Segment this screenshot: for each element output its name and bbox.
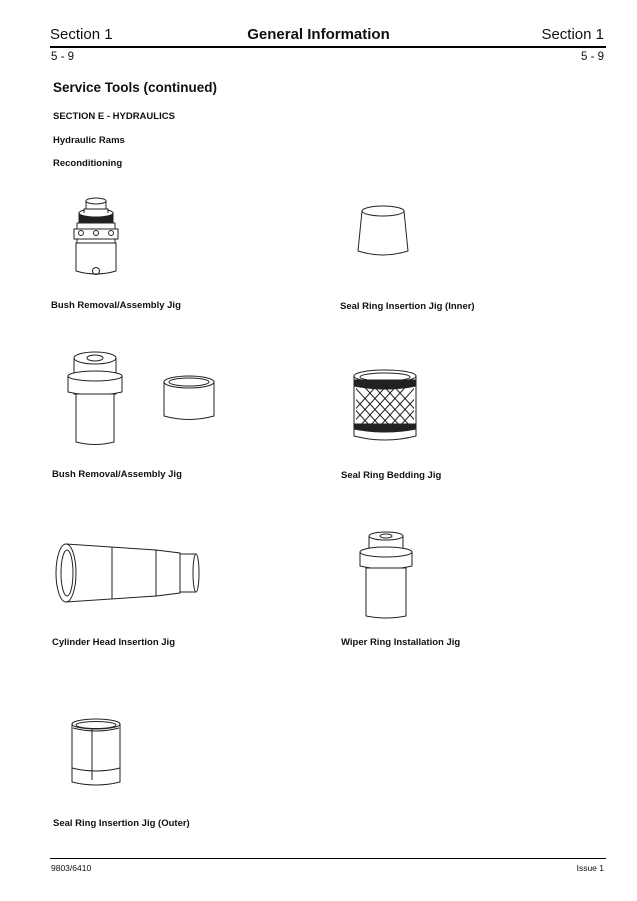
seal-ring-bedding-jig-icon (330, 370, 440, 440)
seal-ring-insertion-inner-icon (358, 206, 408, 255)
page-number-left: 5 - 9 (51, 51, 75, 63)
tool-caption: Wiper Ring Installation Jig (341, 637, 461, 648)
page-title: General Information (247, 26, 390, 43)
tool-caption: Seal Ring Insertion Jig (Outer) (53, 818, 190, 829)
wiper-ring-installation-jig-icon (360, 532, 412, 618)
header-section-left: Section 1 (50, 26, 113, 43)
page-number-right: 5 - 9 (580, 51, 604, 63)
seal-ring-insertion-outer-icon (72, 719, 120, 785)
header-rule (50, 46, 606, 48)
heading-section-hydraulics: SECTION E - HYDRAULICS (53, 111, 175, 122)
footer-doc-number: 9803/6410 (51, 863, 92, 873)
heading-hydraulic-rams: Hydraulic Rams (53, 135, 125, 146)
bush-removal-jig-icon (66, 193, 126, 283)
footer-issue: Issue 1 (576, 863, 604, 873)
tool-caption: Seal Ring Insertion Jig (Inner) (340, 301, 475, 312)
tool-caption: Cylinder Head Insertion Jig (52, 637, 175, 648)
cylinder-head-insertion-jig-icon (56, 544, 199, 602)
tool-caption: Bush Removal/Assembly Jig (52, 469, 182, 480)
tool-caption: Bush Removal/Assembly Jig (51, 300, 181, 311)
footer-rule (50, 858, 606, 859)
header-section-right: Section 1 (541, 26, 604, 43)
bush-removal-jig-2-icon (68, 352, 214, 445)
tool-caption: Seal Ring Bedding Jig (341, 470, 442, 481)
heading-service-tools: Service Tools (continued) (53, 80, 218, 95)
heading-reconditioning: Reconditioning (53, 158, 123, 169)
